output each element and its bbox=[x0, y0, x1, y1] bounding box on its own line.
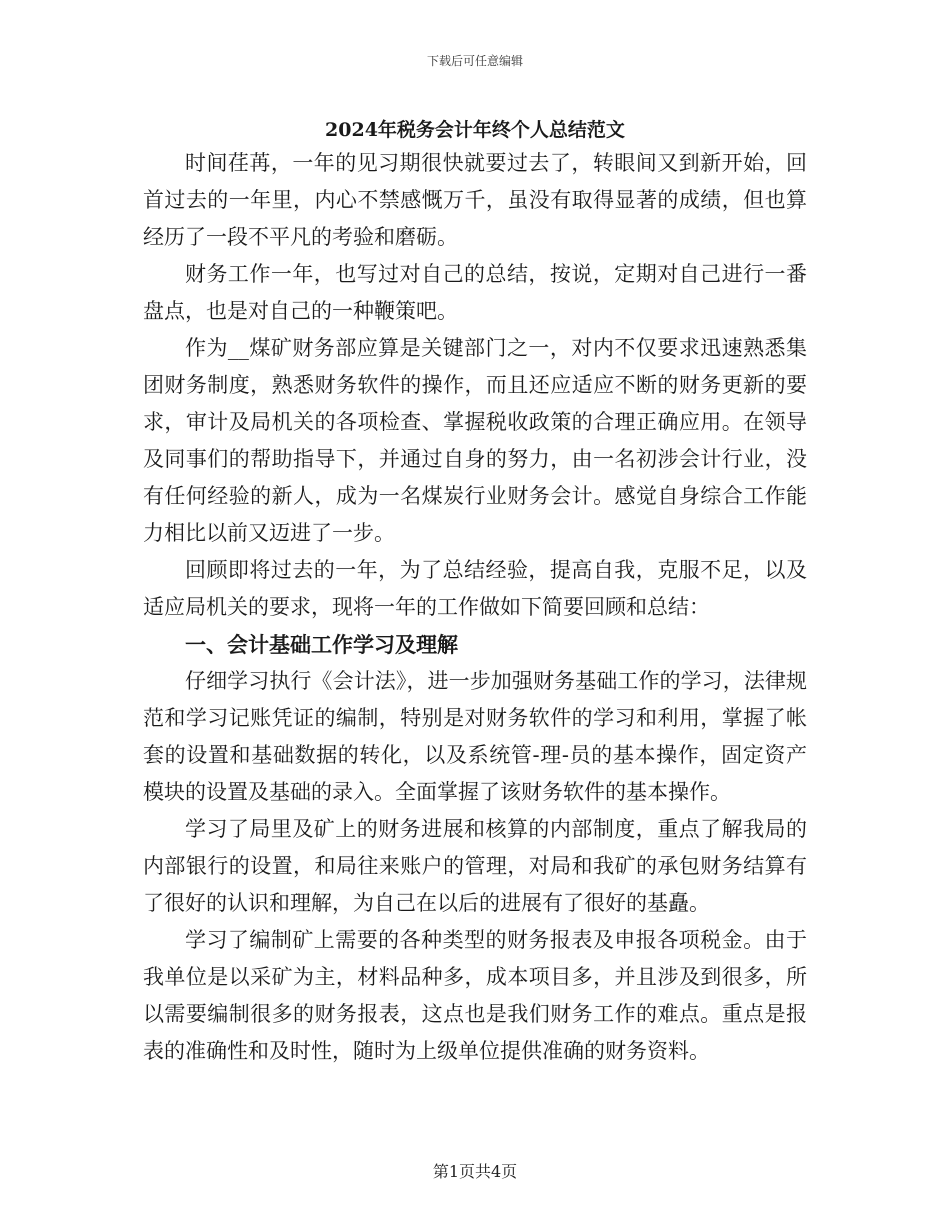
paragraph-intro: 时间荏苒，一年的见习期很快就要过去了，转眼间又到新开始，回首过去的一年里，内心不禁感慨万千，虽没有取得显著的成绩，但也算经历了一段不平凡的考验和磨砺。 bbox=[143, 151, 807, 249]
document-body bbox=[143, 145, 807, 1070]
paragraph-review: 回顾即将过去的一年，为了总结经验，提高自我，克服不足，以及适应局机关的要求，现将一年的工作做如下简要回顾和总结： bbox=[143, 558, 807, 619]
paragraph-accounting-law: 仔细学习执行《会计法》，进一步加强财务基础工作的学习，法律规范和学习记账凭证的编制，特别是对财务软件的学习和利用，掌握了帐套的设置和基础数据的转化，以及系统管-理-员的基本操作，固定资产模块的设置及基础的录入。全面掌握了该财务软件的基本操作。 bbox=[143, 669, 807, 804]
page-footer: 第1页共4页 bbox=[432, 1162, 518, 1181]
paragraph-reports: 学习了编制矿上需要的各种类型的财务报表及申报各项税金。由于我单位是以采矿为主，材料品种多，成本项目多，并且涉及到很多，所以需要编制很多的财务报表，这点也是我们财务工作的难点。重点是报表的准确性和及时性，随时为上级单位提供准确的财务资料。 bbox=[143, 928, 807, 1063]
document-title: 2024年税务会计年终个人总结范文 bbox=[325, 119, 625, 141]
paragraph-internal-system: 学习了局里及矿上的财务进展和核算的内部制度，重点了解我局的内部银行的设置，和局往来账户的管理，对局和我矿的承包财务结算有了很好的认识和理解，为自己在以后的进展有了很好的基矗。 bbox=[143, 817, 807, 915]
paragraph-role: 作为__煤矿财务部应算是关键部门之一，对内不仅要求迅速熟悉集团财务制度，熟悉财务软件的操作，而且还应适应不断的财务更新的要求，审计及局机关的各项检查、掌握税收政策的合理正确应用。在领导及同事们的帮助指导下，并通过自身的努力，由一名初涉会计行业，没有任何经验的新人，成为一名煤炭行业财务会计。感觉自身综合工作能力相比以前又迈进了一步。 bbox=[143, 336, 807, 545]
paragraph-reflection: 财务工作一年，也写过对自己的总结，按说，定期对自己进行一番盘点，也是对自己的一种鞭策吧。 bbox=[143, 262, 807, 323]
section-heading-1: 一、会计基础工作学习及理解 bbox=[185, 632, 458, 657]
page-header: 下载后可任意编辑 bbox=[426, 54, 523, 68]
